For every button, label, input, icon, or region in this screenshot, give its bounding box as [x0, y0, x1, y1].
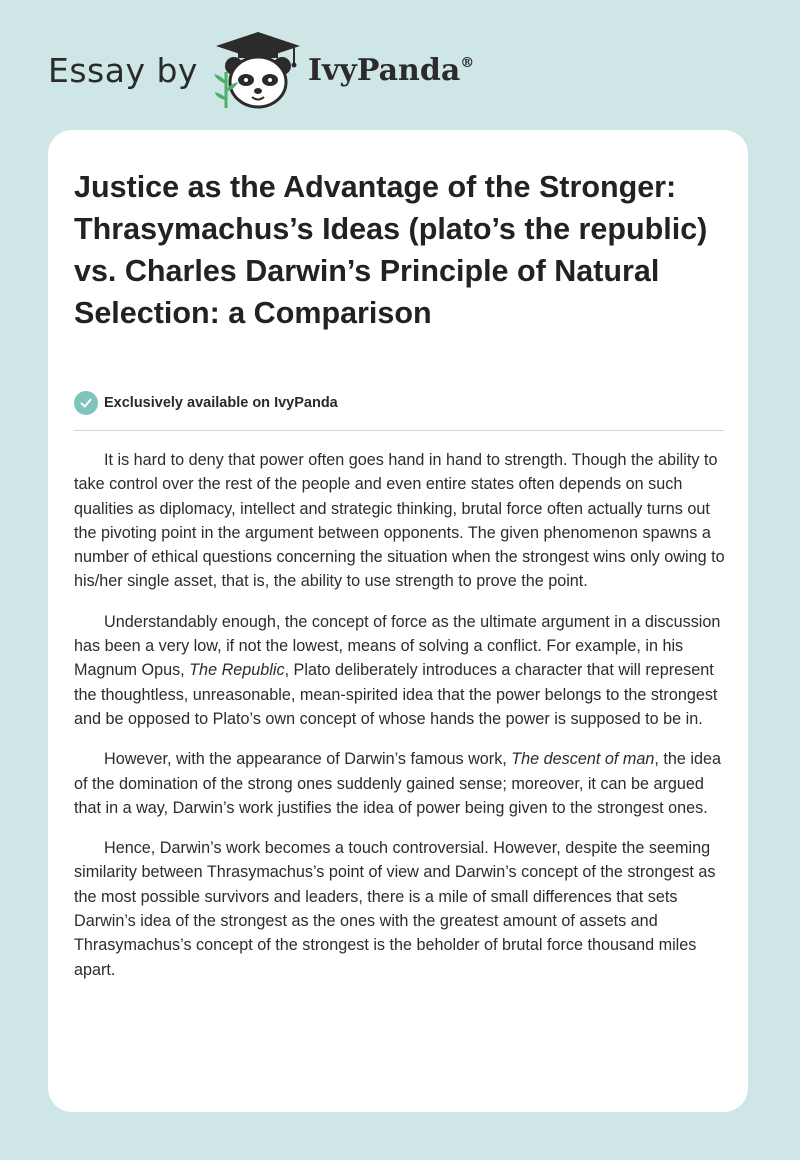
book-title-the-republic: The Republic	[189, 661, 285, 680]
essay-by-label: Essay by	[48, 50, 198, 90]
paragraph-2: Understandably enough, the concept of force as the ultimate argument in a discussion has been a very low, if not the lowest, means of solving a conflict. For example, in his Magnum Opus, The Republic, Plato deliberately introduces a character that will represent the thoughtless, unreasonable, mean-spirited idea that the power belongs to the strongest and be opposed to Plato’s own concept of whose hands the power is supposed to be in.	[74, 612, 721, 728]
brand-name[interactable]: IvyPanda®	[307, 52, 475, 88]
panda-logo-icon[interactable]	[212, 30, 304, 110]
paragraph-4: Hence, Darwin’s work becomes a touch controversial. However, despite the seeming similarity between Thrasymachus’s point of view and Darwin’s concept of the strongest as the most possible survivors and leaders, there is a mile of small differences that sets Darwin’s idea of the strongest as the ones with the greatest amount of assets and Thrasymachus’s concept of the strongest is the beholder of brutal force thousand miles apart.	[74, 839, 716, 979]
title-divider	[74, 430, 724, 431]
essay-card	[48, 130, 748, 1112]
essay-title: Justice as the Advantage of the Stronger: Thrasymachus’s Ideas (plato’s the republic) vs. Charles Darwin’s Principle of Natural Selection: a Comparison	[74, 170, 708, 330]
essay-body	[74, 448, 726, 998]
paragraph-1: It is hard to deny that power often goes hand in hand to strength. Though the ability to take control over the rest of the people and even entire states often depends on such qualities as diplomacy, intellect and strategic thinking, brutal force often actually turns out the pivoting point in the argument between opponents. The given phenomenon spawns a number of ethical questions concerning the situation when the strongest wins only owing to his/her single asset, that is, the ability to use strength to prove the point.	[74, 451, 725, 591]
site-header	[48, 30, 474, 110]
paragraph-3: However, with the appearance of Darwin’s famous work, The descent of man, the idea of the domination of the strong ones suddenly gained sense; moreover, it can be argued that in a way, Darwin’s work justifies the idea of power being given to the strongest ones.	[74, 750, 721, 817]
exclusive-badge	[74, 391, 338, 415]
book-title-descent-of-man: The descent of man	[511, 750, 655, 769]
exclusive-badge-label: Exclusively available on IvyPanda	[104, 395, 338, 411]
check-circle-icon	[74, 391, 98, 415]
registered-mark: ®	[460, 54, 475, 71]
